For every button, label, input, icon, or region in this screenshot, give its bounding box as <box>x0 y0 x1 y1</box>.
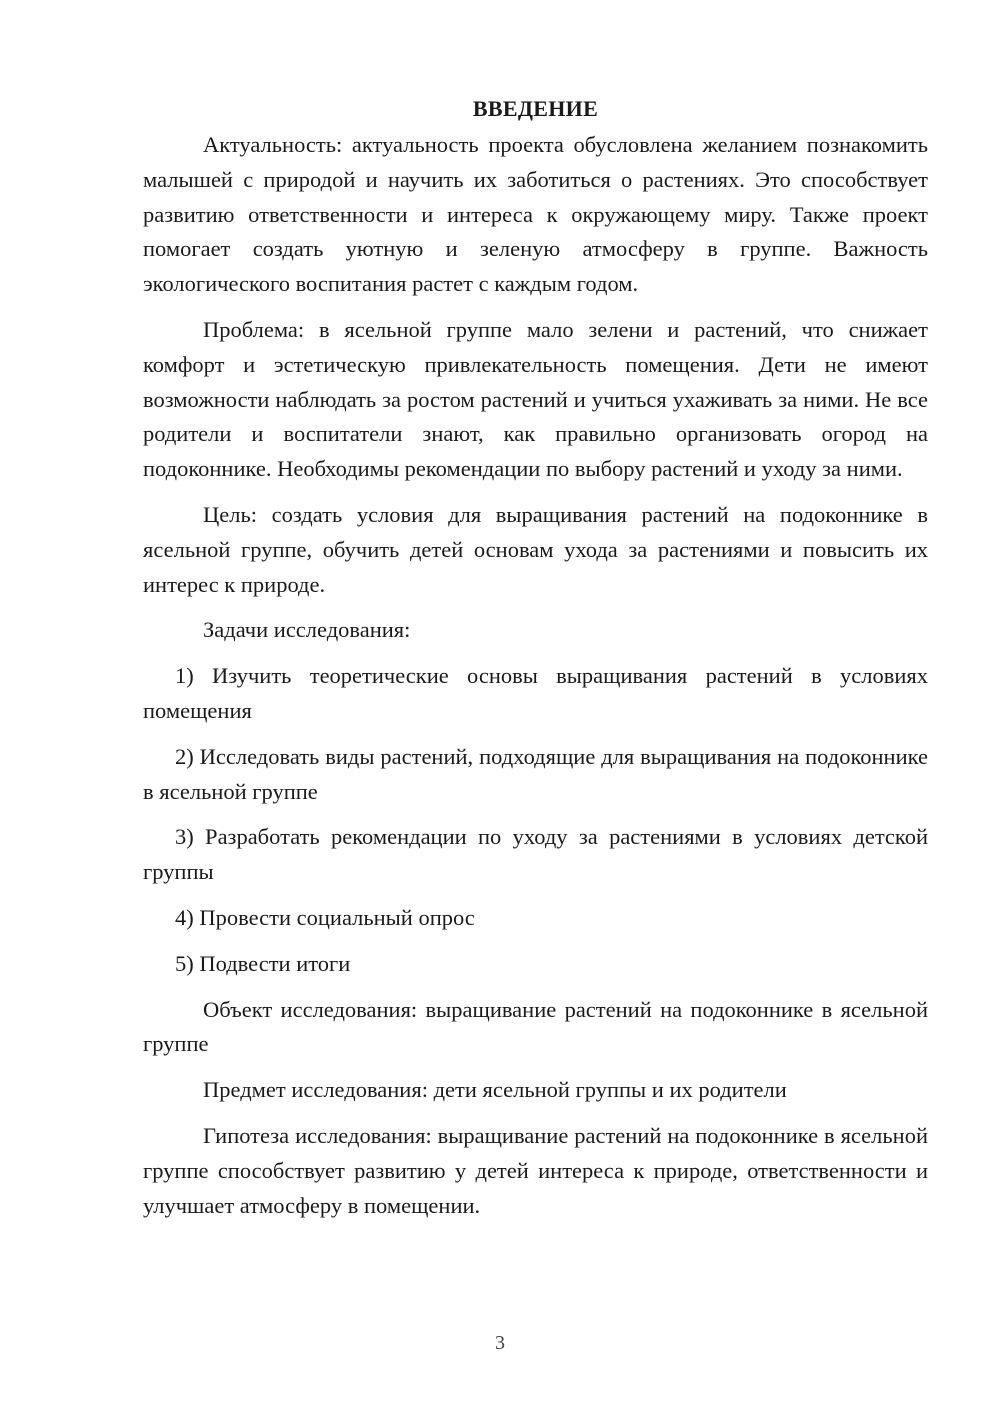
task-item-1: 1) Изучить теоретические основы выращивания растений в условиях помещения <box>143 663 928 723</box>
task-item-4: 4) Провести социальный опрос <box>175 904 475 930</box>
paragraph-goal: Цель: создать условия для выращивания растений на подоконнике в ясельной группе, обучить детей основам ухода за растениями и повысить их интерес к природе. <box>143 501 928 597</box>
task-item-2: 2) Исследовать виды растений, подходящие для выращивания на подоконнике в ясельной группе <box>143 743 928 804</box>
paragraph-subject: Предмет исследования: дети ясельной группы и их родители <box>203 1077 787 1103</box>
tasks-heading: Задачи исследования: <box>203 617 411 643</box>
paragraph-hypothesis: Гипотеза исследования: выращивание растений на подоконнике в ясельной группе способствует развитию у детей интереса к природе, ответственности и улучшает атмосферу в помещении. <box>143 1122 928 1218</box>
task-item-5: 5) Подвести итоги <box>175 950 351 976</box>
paragraph-relevance: Актуальность: актуальность проекта обусловлена желанием познакомить малышей с природой и научить их заботиться о растениях. Это способствует развитию ответственности и интереса к окружающему миру. Также проект помогает создать уютную и зеленую атмосферу в группе. Важность экологического воспитания растет с каждым годом. <box>143 132 928 297</box>
paragraph-object: Объект исследования: выращивание растений на подоконнике в ясельной группе <box>143 996 928 1057</box>
page-number: 3 <box>495 1332 505 1354</box>
section-title: ВВЕДЕНИЕ <box>472 96 599 121</box>
document-page <box>143 92 928 1234</box>
task-item-3: 3) Разработать рекомендации по уходу за растениями в условиях детской группы <box>143 824 928 885</box>
paragraph-problem: Проблема: в ясельной группе мало зелени и растений, что снижает комфорт и эстетическую привлекательность помещения. Дети не имеют возможности наблюдать за ростом растений и учиться ухаживать за ними. Не все родители и воспитатели знают, как правильно организовать огород на подоконнике. Необходимы рекомендации по выбору растений и уходу за ними. <box>143 316 928 482</box>
